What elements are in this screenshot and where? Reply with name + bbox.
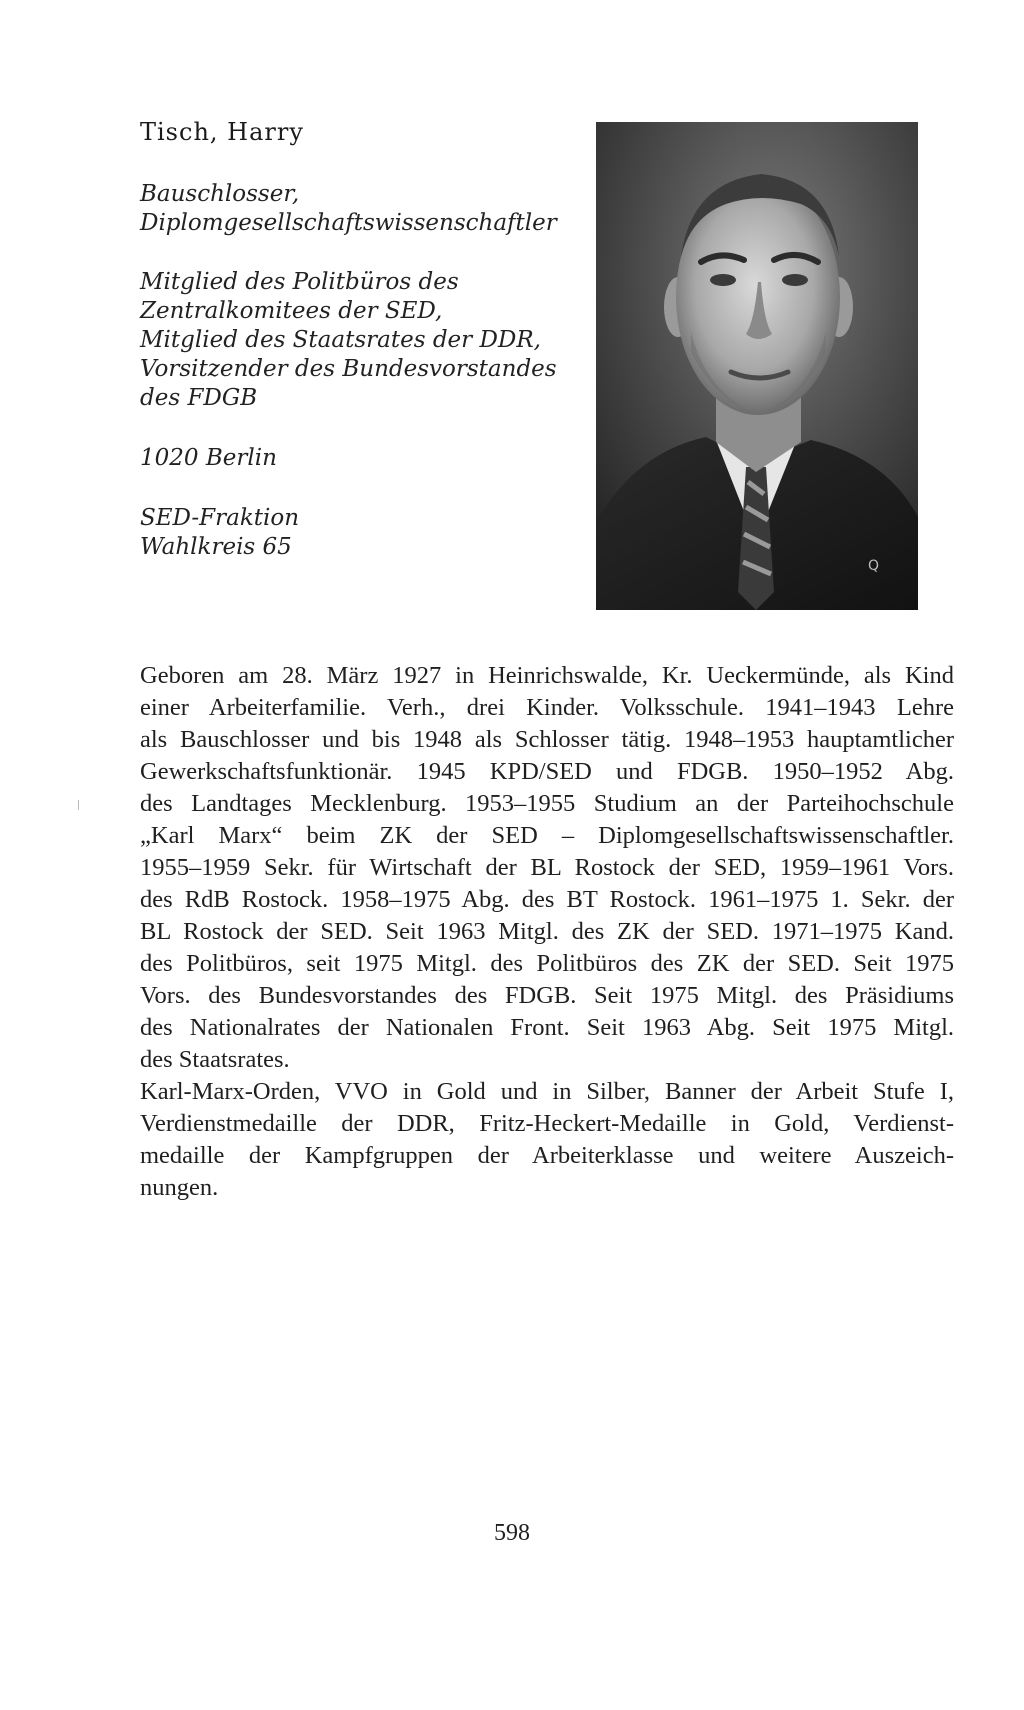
biography-line: einer Arbeiterfamilie. Verh., drei Kinder. Volksschule. 1941–1943 Lehre (140, 694, 954, 721)
location (140, 444, 580, 473)
biography-line: 1955–1959 Sekr. für Wirtschaft der BL Rostock der SED, 1959–1961 Vors. (140, 854, 954, 881)
biography-line: Geboren am 28. März 1927 in Heinrichswalde, Kr. Ueckermünde, als Kind (140, 662, 954, 689)
location-line: 1020 Berlin (140, 445, 277, 471)
profession-line: Diplomgesellschaftswissenschaftler (140, 210, 557, 236)
positions (140, 268, 580, 413)
biography-line: als Bauschlosser und bis 1948 als Schlosser tätig. 1948–1953 hauptamtlicher (140, 726, 954, 753)
biography-line: des Landtages Mecklenburg. 1953–1955 Studium an der Parteihochschule (140, 790, 954, 817)
position-line: Zentralkomitees der SED, (140, 298, 443, 324)
position-line: des FDGB (140, 385, 258, 411)
profession (140, 180, 580, 238)
biography-line: Gewerkschaftsfunktionär. 1945 KPD/SED und FDGB. 1950–1952 Abg. (140, 758, 954, 785)
margin-mark (78, 800, 79, 810)
awards-line: nungen. (140, 1174, 219, 1201)
person-summary (140, 180, 580, 562)
constituency-line: Wahlkreis 65 (140, 534, 292, 560)
biography (140, 660, 954, 1204)
page-number: 598 (494, 1520, 530, 1546)
awards-line: Verdienstmedaille der DDR, Fritz-Heckert-Medaille in Gold, Verdienst- (140, 1110, 954, 1137)
faction-info (140, 504, 580, 562)
awards-line: medaille der Kampfgruppen der Arbeiterklasse und weitere Auszeich- (140, 1142, 954, 1169)
person-name: Tisch, Harry (140, 118, 304, 146)
position-line: Vorsitzender des Bundesvorstandes (140, 356, 557, 382)
biography-line: Vors. des Bundesvorstandes des FDGB. Seit 1975 Mitgl. des Präsidiums (140, 982, 954, 1009)
position-line: Mitglied des Politbüros des (140, 269, 459, 295)
biography-line: des Nationalrates der Nationalen Front. Seit 1963 Abg. Seit 1975 Mitgl. (140, 1014, 954, 1041)
biography-line: „Karl Marx“ beim ZK der SED – Diplomgesellschaftswissenschaftler. (140, 822, 954, 849)
biography-line: des Staatsrates. (140, 1046, 290, 1073)
awards-line: Karl-Marx-Orden, VVO in Gold und in Silber, Banner der Arbeit Stufe I, (140, 1078, 954, 1105)
photo-corner-mark: Q (868, 558, 880, 574)
biography-line: des RdB Rostock. 1958–1975 Abg. des BT Rostock. 1961–1975 1. Sekr. der (140, 886, 954, 913)
profession-line: Bauschlosser, (140, 181, 300, 207)
biography-line: des Politbüros, seit 1975 Mitgl. des Politbüros des ZK der SED. Seit 1975 (140, 950, 954, 977)
faction-line: SED-Fraktion (140, 505, 300, 531)
position-line: Mitglied des Staatsrates der DDR, (140, 327, 541, 353)
biography-line: BL Rostock der SED. Seit 1963 Mitgl. des ZK der SED. 1971–1975 Kand. (140, 918, 954, 945)
portrait-photo (596, 122, 918, 610)
portrait-image (596, 122, 918, 610)
